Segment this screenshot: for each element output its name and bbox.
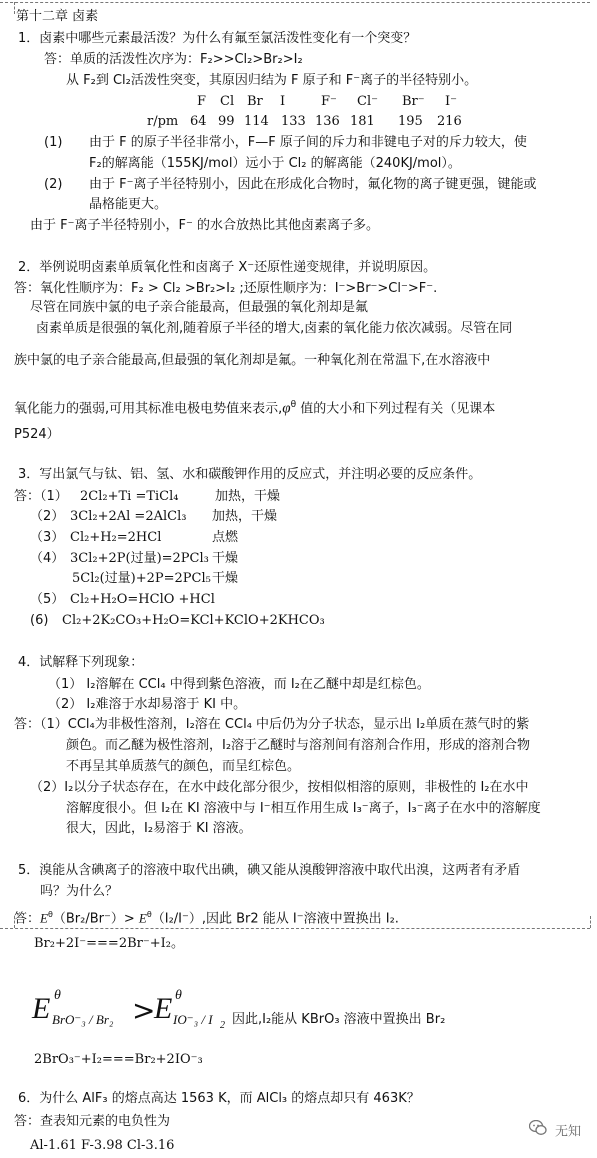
q3-item1-number: 答：（1） <box>14 489 68 504</box>
q2-question: 2．举例说明卤素单质氧化性和卤离子 X⁻还原性递变规律，并说明原因。 <box>18 260 437 275</box>
big-theta-2: θ <box>175 988 182 1003</box>
big-subscript-2: IO⁻₃ / I <box>173 1012 213 1027</box>
q3-item4-condition: 干燥 <box>212 551 239 566</box>
table-head-Cl-ion: Cl⁻ <box>357 94 378 109</box>
table-head-F-ion: F⁻ <box>321 94 337 109</box>
q3-item2-condition: 加热，干燥 <box>212 509 278 524</box>
table-value-F: 64 <box>190 114 207 129</box>
table-head-Br-ion: Br⁻ <box>402 94 425 109</box>
phi-symbol: φ <box>282 400 291 417</box>
wechat-bubble-icon <box>529 1120 547 1140</box>
q4-answer-line2: 颜色。而乙醚为极性溶剂，I₂溶于乙醚时与溶剂间有溶剂合作用，形成的溶剂合物 <box>66 738 531 753</box>
q2-answer-line5-tail: 值的大小和下列过程有关（见课本 <box>296 401 496 417</box>
q3-item2-equation: 3Cl₂+2Al =2AlCl₃ <box>70 509 187 524</box>
table-value-F-ion: 136 <box>315 114 340 129</box>
chapter-heading: 第十二章 卤素 <box>16 9 99 24</box>
q1-point3: 由于 F⁻离子半径特别小，F⁻ 的水合放热比其他卤素离子多。 <box>30 218 379 233</box>
q5-equation1: Br₂+2I⁻===2Br⁻+I₂。 <box>34 936 184 951</box>
q5-big-tail: 因此,I₂能从 KBrO₃ 溶液中置换出 Br₂ <box>232 1012 446 1027</box>
q5-theta: θ <box>47 910 53 919</box>
q3-item4b-equation: 5Cl₂(过量)+2P=2PCl₅ <box>72 571 211 586</box>
q3-item6-equation: Cl₂+2K₂CO₃+H₂O=KCl+KClO+2KHCO₃ <box>62 613 325 628</box>
q3-item4-equation: 3Cl₂+2P(过量)=2PCl₃ <box>70 551 209 566</box>
q3-item1-equation: 2Cl₂+Ti =TiCl₄ <box>80 489 179 504</box>
q3-item4b-condition: 干燥 <box>212 571 239 586</box>
q5-answer-mid: （Br₂/Br⁻）> <box>52 911 139 927</box>
q4-answer-line3: 不再呈其单质蒸气的颜色，而呈红棕色。 <box>66 759 301 774</box>
section-divider <box>0 928 590 929</box>
q3-item3-equation: Cl₂+H₂=2HCl <box>70 530 162 545</box>
table-head-I-ion: I⁻ <box>445 94 457 109</box>
watermark-text: 无知 <box>554 1124 581 1140</box>
big-subscript-2b: 2 <box>220 1020 225 1031</box>
greater-than-sign: > <box>132 994 156 1027</box>
q1-point1-line2: F₂的解离能（155KJ/mol）远小于 Cl₂ 的解离能（240KJ/mol）。 <box>89 156 461 171</box>
q3-item4-number: （4） <box>30 551 65 566</box>
q3-question: 3．写出氯气与钛、铝、氢、水和碳酸钾作用的反应式，并注明必要的反应条件。 <box>18 467 482 482</box>
watermark <box>529 1120 581 1140</box>
q3-item3-condition: 点燃 <box>212 530 239 545</box>
q2-answer-line2: 尽管在同族中氯的电子亲合能最高，但最强的氧化剂却是氟 <box>30 300 369 315</box>
table-value-Cl: 99 <box>218 114 235 129</box>
q1-point2-line2: 晶格能更大。 <box>89 197 168 212</box>
q5-question-line1: 5．溴能从含碘离子的溶液中取代出碘，碘又能从溴酸钾溶液中取代出溴，这两者有矛盾 <box>18 863 521 878</box>
table-value-Br-ion: 195 <box>398 114 423 129</box>
q5-potential-symbol-2: E <box>138 910 147 926</box>
q5-equation2: 2BrO₃⁻+I₂===Br₂+2IO⁻₃ <box>34 1052 203 1067</box>
q1-answer-line1: 答：单质的活泼性次序为：F₂>>Cl₂>Br₂>I₂ <box>44 52 303 67</box>
q4-answer-line5: 溶解度很小。但 I₂在 KI 溶液中与 I⁻相互作用生成 I₃⁻离子，I₃⁻离子在水中的溶解度 <box>66 801 541 816</box>
q4-answer-line6: 很大，因此，I₂易溶于 KI 溶液。 <box>66 821 252 836</box>
table-value-I: 133 <box>281 114 306 129</box>
table-value-Cl-ion: 181 <box>350 114 375 129</box>
q3-item3-number: （3） <box>30 530 65 545</box>
q5-answer-line <box>14 906 399 928</box>
q1-question: 1．卤素中哪些元素最活泼？为什么有氟至氯活泼性变化有一个突变？ <box>18 31 417 46</box>
q6-question: 6．为什么 AlF₃ 的熔点高达 1563 K，而 AlCl₃ 的熔点却只有 463K？ <box>18 1091 420 1106</box>
left-rule <box>14 2 15 14</box>
q5-potential-symbol: E <box>40 910 48 926</box>
table-row-label: r/pm <box>147 114 179 129</box>
q2-answer-line1: 答：氧化性顺序为：F₂ > Cl₂ >Br₂>I₂ ;还原性顺序为：I⁻>Br⁻>Cl⁻>F⁻. <box>14 281 438 296</box>
theta-superscript: θ <box>290 400 297 410</box>
q1-point1-line1: 由于 F 的原子半径非常小，F—F 原子间的斥力和非键电子对的斥力较大，使 <box>89 135 527 150</box>
q6-electronegativity: Al-1.61 F-3.98 Cl-3.16 <box>30 1138 175 1153</box>
q5-question-line2: 吗？为什么？ <box>40 884 119 899</box>
q3-item6-number: (6) <box>30 613 49 628</box>
q6-answer-line1: 答：查表知元素的电负性为 <box>14 1114 171 1129</box>
big-subscript-1: BrO⁻₃ / Br₂ <box>52 1012 114 1027</box>
q5-answer-prefix: 答： <box>14 911 41 927</box>
table-head-Br: Br <box>247 94 263 109</box>
big-theta-1: θ <box>54 988 61 1003</box>
q5-theta-2: θ <box>146 910 152 919</box>
q4-statement2: （2） I₂难溶于水却易溶于 KI 中。 <box>48 697 247 712</box>
q2-answer-line4: 族中氯的电子亲合能最高,但最强的氧化剂却是氟。一种氧化剂在常温下,在水溶液中 <box>14 353 491 368</box>
q3-item2-number: （2） <box>30 509 65 524</box>
q2-answer-line5-text: 氧化能力的强弱,可用其标准电极电势值来表示, <box>14 401 283 417</box>
q4-statement1: （1） I₂溶解在 CCl₄ 中得到紫色溶液，而 I₂在乙醚中却是红棕色。 <box>48 677 430 692</box>
table-value-I-ion: 216 <box>437 114 462 129</box>
divider-left-tick <box>14 916 15 928</box>
q3-item5-number: （5） <box>30 592 65 607</box>
q4-answer-line4: （2）I₂以分子状态存在，在水中歧化部分很少，按相似相溶的原则，非极性的 I₂在水中 <box>30 780 529 795</box>
table-head-I: I <box>280 94 286 109</box>
q1-point2-line1: 由于 F⁻离子半径特别小，因此在形成化合物时，氟化物的离子键更强，键能或 <box>89 177 537 192</box>
q5-answer-end: （I₂/I⁻）,因此 Br2 能从 I⁻溶液中置换出 I₂. <box>151 911 399 927</box>
q3-item1-condition: 加热，干燥 <box>215 489 281 504</box>
big-E-symbol-2: E <box>154 992 173 1025</box>
q2-answer-line6: P524） <box>14 427 60 442</box>
top-rule <box>0 2 590 3</box>
q1-point2-number: (2) <box>44 177 63 192</box>
q2-answer-line5 <box>14 396 495 418</box>
q4-answer-line1: 答：（1）CCl₄为非极性溶剂，I₂溶在 CCl₄ 中后仍为分子状态，显示出 I₂单质在蒸气时的紫 <box>14 717 530 732</box>
big-E-symbol: E <box>32 992 51 1025</box>
q1-answer-line2: 从 F₂到 Cl₂活泼性突变，其原因归结为 F 原子和 F⁻离子的半径特别小。 <box>66 73 478 88</box>
q4-question: 4．试解释下列现象： <box>18 655 144 670</box>
table-head-F: F <box>197 94 207 109</box>
divider-right-tick <box>590 916 591 928</box>
q1-point1-number: (1) <box>44 135 63 150</box>
q5-big-formula <box>32 990 472 1034</box>
table-head-Cl: Cl <box>220 94 235 109</box>
table-value-Br: 114 <box>244 114 269 129</box>
q3-item5-equation: Cl₂+H₂O=HClO +HCl <box>70 592 215 607</box>
q2-answer-line3: 卤素单质是很强的氧化剂,随着原子半径的增大,卤素的氧化能力依次减弱。尽管在同 <box>36 321 513 336</box>
